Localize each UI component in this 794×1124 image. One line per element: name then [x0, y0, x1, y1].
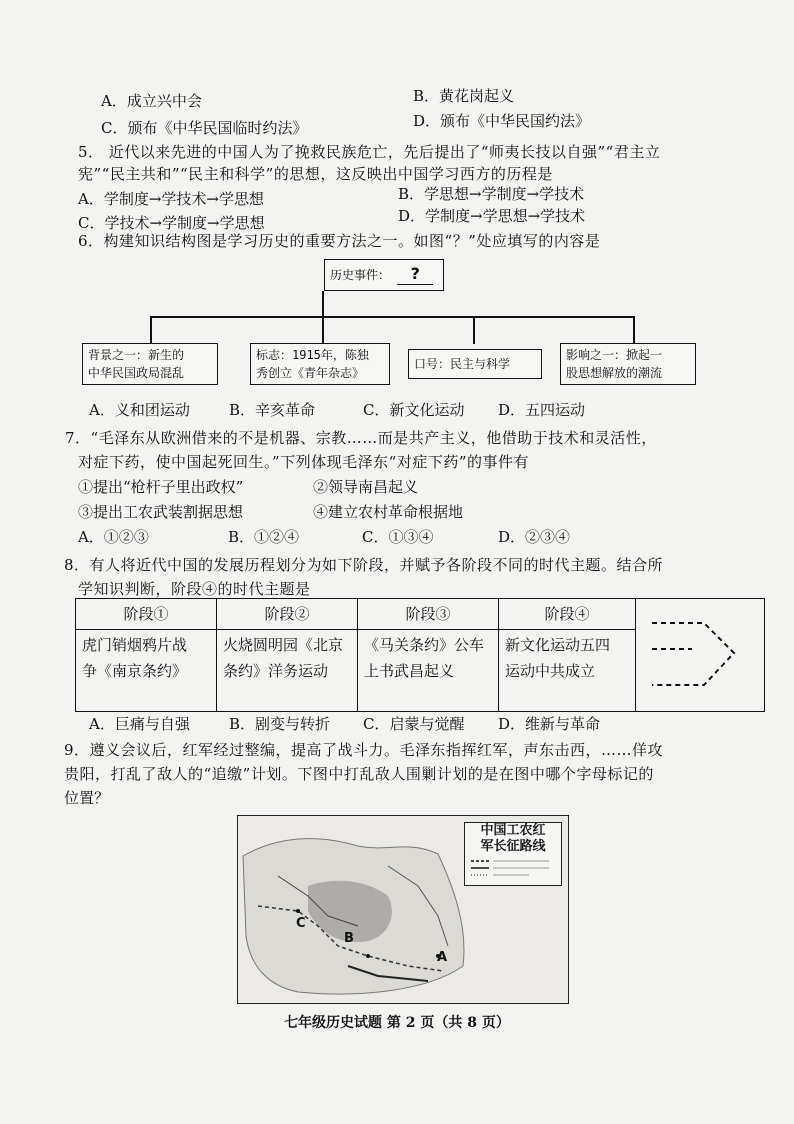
diagram-connector — [473, 316, 475, 344]
diagram-box-sign-line1: 标志：1915年，陈独 — [256, 348, 369, 362]
diagram-box-sign-line2: 秀创立《青年杂志》 — [256, 366, 365, 380]
q8-stem-line2: 学知识判断，阶段④的时代主题是 — [78, 580, 311, 598]
q9-stem-line3: 位置？ — [64, 789, 110, 807]
q5-option-b: B．学思想→学制度→学技术 — [398, 185, 585, 203]
map-letter-a: A — [437, 950, 448, 965]
q7-item-3: ③提出工农武装割据思想 — [78, 503, 244, 521]
map-legend — [464, 822, 562, 886]
q6-option-b: B．辛亥革命 — [229, 401, 316, 419]
table-cell — [499, 630, 636, 712]
q5-stem-line2: 宪”“民主共和”“民主和科学”的思想，这反映出中国学习西方的历程是 — [78, 165, 553, 183]
diagram-connector — [633, 316, 635, 344]
q5-option-a: A．学制度→学技术→学思想 — [78, 190, 264, 208]
diagram-box-background — [82, 343, 218, 385]
diagram-box-background-line1: 背景之一：新生的 — [88, 348, 185, 362]
long-march-map — [237, 815, 569, 1004]
q4-option-c: C．颁布《中华民国临时约法》 — [101, 119, 308, 137]
diagram-box-slogan — [408, 349, 542, 379]
q5-option-c: C．学技术→学制度→学思想 — [78, 214, 265, 232]
q7-option-a: A．①②③ — [78, 528, 149, 546]
q8-stem-line1: 8．有人将近代中国的发展历程划分为如下阶段，并赋予各阶段不同的时代主题。结合所 — [64, 556, 664, 574]
map-title-line2: 军长征路线 — [480, 839, 546, 854]
map-letter-c: C — [296, 916, 306, 931]
cell-line: 运动中共成立 — [505, 662, 596, 680]
cell-line: 条约》洋务运动 — [223, 662, 329, 680]
diagram-top-label: 历史事件： — [330, 268, 391, 282]
table-cell — [358, 630, 499, 712]
q7-option-c: C．①③④ — [362, 528, 434, 546]
cell-line: 火烧圆明园《北京 — [223, 636, 344, 654]
q4-option-d: D．颁布《中华民国约法》 — [413, 112, 591, 130]
q7-stem-line1: 7．“毛泽东从欧洲借来的不是机器、宗教……而是共产主义，他借助于技术和灵活性， — [65, 429, 657, 447]
cell-line: 争《南京条约》 — [82, 662, 188, 680]
table-header: 阶段③ — [358, 599, 499, 630]
q6-stem: 6．构建知识结构图是学习历史的重要方法之一。如图“？”处应填写的内容是 — [78, 232, 601, 250]
q4-option-b: B．黄花岗起义 — [413, 87, 515, 105]
q7-item-2: ②领导南昌起义 — [313, 478, 419, 496]
q6-option-c: C．新文化运动 — [363, 401, 465, 419]
map-letter-b: B — [344, 931, 354, 946]
diagram-connector — [150, 316, 633, 318]
table-header: 阶段④ — [499, 599, 636, 630]
q7-stem-line2: 对症下药，使中国起死回生。”下列体现毛泽东“对症下药”的事件有 — [78, 453, 530, 471]
legend-symbols — [469, 857, 555, 879]
q9-stem-line2: 贵阳，打乱了敌人的“追缴”计划。下图中打乱敌人围剿计划的是在图中哪个字母标记的 — [64, 765, 654, 783]
q8-option-b: B．剧变与转折 — [229, 715, 331, 733]
diagram-box-influence — [560, 343, 696, 385]
diagram-question-mark: ? — [397, 264, 433, 285]
dashed-arrow-icon — [642, 601, 752, 701]
table-cell — [76, 630, 217, 712]
cell-line: 《马关条约》公车 — [364, 636, 485, 654]
diagram-box-slogan-text: 口号：民主与科学 — [414, 357, 511, 371]
diagram-top-box — [324, 259, 444, 291]
table-cell — [217, 630, 358, 712]
q6-option-a: A．义和团运动 — [89, 401, 190, 419]
q6-option-d: D．五四运动 — [498, 401, 586, 419]
q8-option-a: A．巨痛与自强 — [89, 715, 190, 733]
q5-option-d: D．学制度→学思想→学技术 — [398, 207, 586, 225]
q9-stem-line1: 9．遵义会议后，红军经过整编，提高了战斗力。毛泽东指挥红军，声东击西，……佯攻 — [64, 741, 664, 759]
cell-line: 新文化运动五四 — [505, 636, 611, 654]
q5-stem-line1: 5． 近代以来先进的中国人为了挽救民族危亡，先后提出了“师夷长技以自强”“君主立 — [78, 143, 661, 161]
diagram-connector — [322, 316, 324, 344]
q7-item-1: ①提出“枪杆子里出政权” — [78, 478, 244, 496]
q7-option-d: D．②③④ — [498, 528, 571, 546]
diagram-box-influence-line1: 影响之一：掀起一 — [566, 348, 663, 362]
cell-line: 虎门销烟鸦片战 — [82, 636, 188, 654]
q8-option-d: D．维新与革命 — [498, 715, 601, 733]
map-title-line1: 中国工农红 — [480, 823, 546, 838]
diagram-box-background-line2: 中华民国政局混乱 — [88, 366, 185, 380]
diagram-box-influence-line2: 股思想解放的潮流 — [566, 366, 663, 380]
q4-option-a: A．成立兴中会 — [101, 92, 202, 110]
diagram-box-sign — [250, 343, 390, 385]
diagram-connector — [322, 291, 324, 317]
diagram-connector — [150, 316, 152, 344]
q7-item-4: ④建立农村革命根据地 — [313, 503, 464, 521]
q7-option-b: B．①②④ — [228, 528, 300, 546]
q8-option-c: C．启蒙与觉醒 — [363, 715, 465, 733]
cell-line: 上书武昌起义 — [364, 662, 455, 680]
page-footer: 七年级历史试题 第 2 页（共 8 页） — [284, 1015, 510, 1031]
stage-table — [75, 598, 765, 712]
table-header: 阶段① — [76, 599, 217, 630]
table-arrow-cell — [636, 599, 765, 712]
table-header: 阶段② — [217, 599, 358, 630]
table-header-row — [76, 599, 765, 630]
knowledge-diagram — [80, 255, 700, 390]
